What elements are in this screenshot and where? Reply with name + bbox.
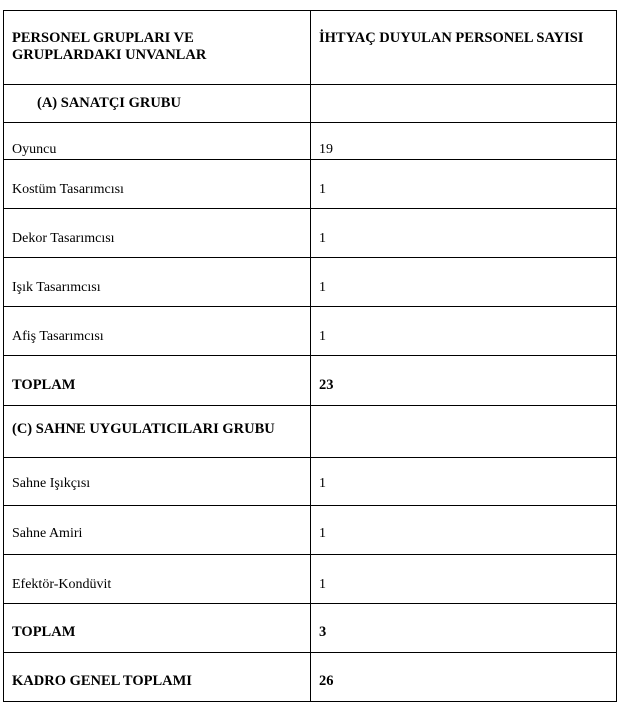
group-a-title-cell bbox=[4, 85, 311, 123]
total-value: 3 bbox=[319, 624, 327, 640]
count-cell bbox=[311, 555, 617, 604]
group-a-title: (A) SANATÇI GRUBU bbox=[37, 95, 181, 111]
title-cell bbox=[4, 209, 311, 258]
count-text: 1 bbox=[319, 182, 326, 197]
table-row bbox=[4, 160, 617, 209]
title-cell bbox=[4, 555, 311, 604]
count-text: 1 bbox=[319, 526, 326, 541]
title-cell bbox=[4, 123, 311, 160]
count-text: 1 bbox=[319, 280, 326, 295]
count-cell bbox=[311, 307, 617, 356]
table-row bbox=[4, 209, 617, 258]
group-c-total-row bbox=[4, 604, 617, 653]
table-row bbox=[4, 458, 617, 506]
table-row bbox=[4, 123, 617, 160]
count-text: 1 bbox=[319, 577, 326, 592]
table-row bbox=[4, 258, 617, 307]
title-text: Sahne Amiri bbox=[12, 526, 83, 541]
title-text: Sahne Işıkçısı bbox=[12, 476, 91, 491]
group-c-empty-cell bbox=[311, 406, 617, 458]
header-groups-text: PERSONEL GRUPLARI VE GRUPLARDAKI UNVANLAR bbox=[12, 30, 207, 63]
count-cell bbox=[311, 458, 617, 506]
count-text: 19 bbox=[319, 142, 333, 157]
staff-table bbox=[3, 10, 617, 702]
table-row bbox=[4, 307, 617, 356]
count-cell bbox=[311, 209, 617, 258]
count-cell bbox=[311, 506, 617, 555]
title-text: Oyuncu bbox=[12, 142, 57, 157]
count-cell bbox=[311, 123, 617, 160]
group-c-title-cell bbox=[4, 406, 311, 458]
group-a-empty-cell bbox=[311, 85, 617, 123]
count-text: 1 bbox=[319, 476, 326, 491]
title-cell bbox=[4, 307, 311, 356]
header-cell-groups bbox=[4, 11, 311, 85]
total-value: 23 bbox=[319, 377, 334, 393]
total-value-cell bbox=[311, 604, 617, 653]
count-text: 1 bbox=[319, 231, 326, 246]
title-cell bbox=[4, 458, 311, 506]
total-label-cell bbox=[4, 604, 311, 653]
grand-total-label-cell bbox=[4, 653, 311, 702]
count-text: 1 bbox=[319, 329, 326, 344]
group-a-row bbox=[4, 85, 617, 123]
group-c-title: (C) SAHNE UYGULATICILARI GRUBU bbox=[12, 421, 275, 437]
header-row bbox=[4, 11, 617, 85]
title-text: Kostüm Tasarımcısı bbox=[12, 182, 124, 197]
grand-total-value-cell bbox=[311, 653, 617, 702]
grand-total-value: 26 bbox=[319, 673, 334, 689]
grand-total-label: KADRO GENEL TOPLAMI bbox=[12, 673, 192, 689]
group-c-row bbox=[4, 406, 617, 458]
title-text: Işık Tasarımcısı bbox=[12, 280, 101, 295]
total-value-cell bbox=[311, 356, 617, 406]
count-cell bbox=[311, 160, 617, 209]
title-text: Efektör-Kondüvit bbox=[12, 577, 112, 592]
header-count-text: İHTYAÇ DUYULAN PERSONEL SAYISI bbox=[319, 30, 584, 46]
grand-total-row bbox=[4, 653, 617, 702]
title-cell bbox=[4, 258, 311, 307]
table-row bbox=[4, 555, 617, 604]
total-label-cell bbox=[4, 356, 311, 406]
total-label: TOPLAM bbox=[12, 377, 76, 393]
title-cell bbox=[4, 160, 311, 209]
count-cell bbox=[311, 258, 617, 307]
title-text: Afiş Tasarımcısı bbox=[12, 329, 104, 344]
group-a-total-row bbox=[4, 356, 617, 406]
title-cell bbox=[4, 506, 311, 555]
table-row bbox=[4, 506, 617, 555]
total-label: TOPLAM bbox=[12, 624, 76, 640]
header-cell-count bbox=[311, 11, 617, 85]
title-text: Dekor Tasarımcısı bbox=[12, 231, 115, 246]
